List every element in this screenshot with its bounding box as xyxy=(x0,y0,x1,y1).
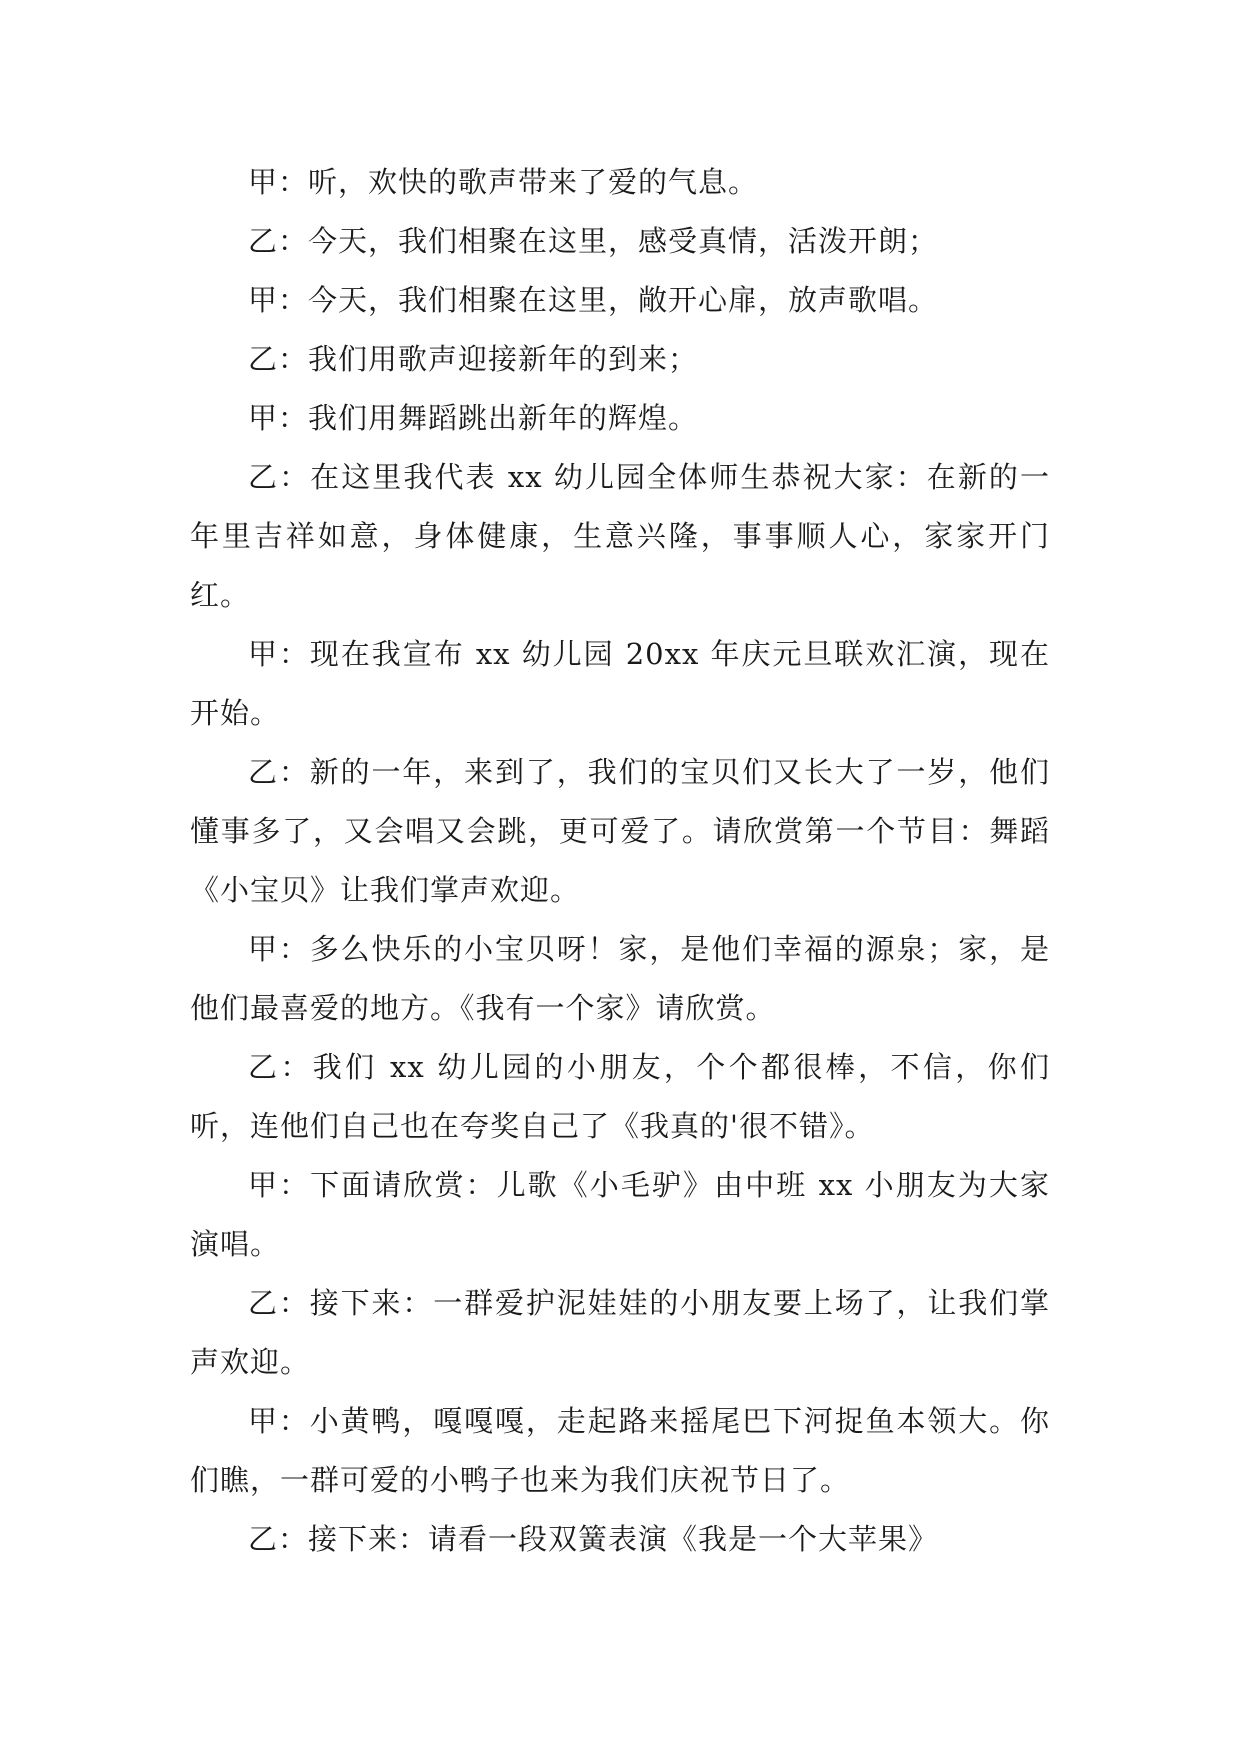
paragraph: 甲：多么快乐的小宝贝呀！家，是他们幸福的源泉；家，是他们最喜爱的地方。《我有一个家》请欣赏。 xyxy=(190,932,1050,1025)
paragraph: 甲：现在我宣布 xx 幼儿园 20xx 年庆元旦联欢汇演，现在开始。 xyxy=(190,637,1050,730)
paragraph: 乙：接下来：请看一段双簧表演《我是一个大苹果》 xyxy=(248,1522,939,1556)
document-body xyxy=(190,153,1050,1569)
paragraph: 乙：在这里我代表 xx 幼儿园全体师生恭祝大家：在新的一年里吉祥如意，身体健康，生意兴隆，事事顺人心，家家开门红。 xyxy=(190,460,1050,612)
paragraph: 乙：新的一年，来到了，我们的宝贝们又长大了一岁，他们懂事多了，又会唱又会跳，更可爱了。请欣赏第一个节目：舞蹈《小宝贝》让我们掌声欢迎。 xyxy=(190,755,1050,907)
paragraph: 乙：我们 xx 幼儿园的小朋友，个个都很棒，不信，你们听，连他们自己也在夸奖自己了《我真的'很不错》。 xyxy=(190,1050,1050,1143)
paragraph: 乙：我们用歌声迎接新年的到来； xyxy=(248,342,699,376)
paragraph: 甲：听，欢快的歌声带来了爱的气息。 xyxy=(248,165,759,199)
paragraph: 甲：我们用舞蹈跳出新年的辉煌。 xyxy=(248,401,699,435)
paragraph: 甲：小黄鸭，嘎嘎嘎，走起路来摇尾巴下河捉鱼本领大。你们瞧，一群可爱的小鸭子也来为我们庆祝节日了。 xyxy=(190,1404,1050,1497)
paragraph: 乙：今天，我们相聚在这里，感受真情，活泼开朗； xyxy=(248,224,939,258)
paragraph: 甲：今天，我们相聚在这里，敞开心扉，放声歌唱。 xyxy=(248,283,939,317)
paragraph: 甲：下面请欣赏：儿歌《小毛驴》由中班 xx 小朋友为大家演唱。 xyxy=(190,1168,1050,1261)
paragraph: 乙：接下来：一群爱护泥娃娃的小朋友要上场了，让我们掌声欢迎。 xyxy=(190,1286,1050,1379)
